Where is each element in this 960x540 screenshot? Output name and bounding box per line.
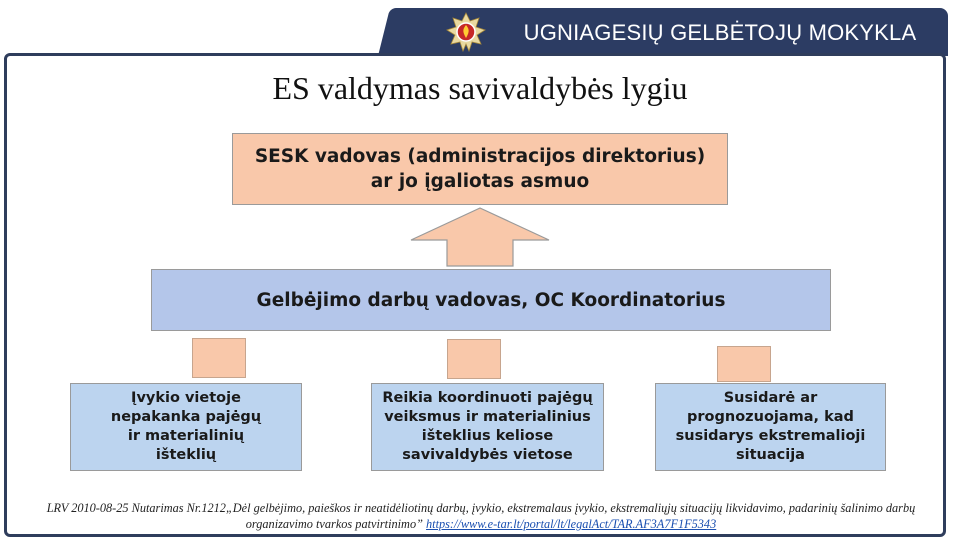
- connector-block-1: [192, 338, 246, 378]
- condition-2-line: Reikia koordinuoti pajėgų: [382, 390, 593, 406]
- condition-box-2: [371, 383, 604, 471]
- rescue-coordinator-box: [151, 269, 831, 331]
- condition-2-line: išteklius keliose: [421, 428, 554, 444]
- condition-3-line: prognozuojama, kad: [687, 409, 854, 425]
- sesk-leader-line-1: SESK vadovas (administracijos direktorius): [254, 146, 706, 167]
- condition-3-line: susidarys ekstremalioji: [675, 428, 866, 444]
- condition-box-3: [655, 383, 886, 471]
- school-name: UGNIAGESIŲ GELBĖTOJŲ MOKYKLA: [523, 20, 917, 45]
- condition-1-line: ir materialinių: [127, 428, 245, 444]
- legal-act-link[interactable]: https://www.e-tar.lt/portal/lt/legalAct/TAR.AF3A7F1F5343: [426, 517, 717, 531]
- rescue-coordinator-label: Gelbėjimo darbų vadovas, OC Koordinatorius: [256, 289, 726, 311]
- condition-1-line: išteklių: [155, 447, 217, 463]
- condition-1-line: nepakanka pajėgų: [110, 409, 262, 425]
- condition-3-line: situacija: [736, 447, 805, 463]
- sesk-leader-line-2: ar jo įgaliotas asmuo: [370, 171, 590, 192]
- condition-1-line: Įvykio vietoje: [131, 390, 241, 406]
- legal-reference-footnote: [28, 500, 934, 536]
- slide-title: ES valdymas savivaldybės lygiu: [272, 70, 688, 106]
- footnote-text: LRV 2010-08-25 Nutarimas Nr.1212„Dėl gelbėjimo, paieškos ir neatidėliotinų darbų, įvykio, ekstremalaus įvykio, ekstremaliųjų situacijų likvidavimo, padarinių šalinimo darbų organizavimo tvarkos patvirtinimo”: [46, 501, 916, 531]
- connector-block-2: [447, 339, 501, 379]
- connector-block-3: [717, 346, 771, 382]
- condition-2-line: savivaldybės vietose: [402, 447, 573, 463]
- fire-rescue-emblem-icon: [446, 12, 486, 52]
- up-arrow-icon: [409, 206, 551, 268]
- sesk-leader-box: [232, 133, 728, 205]
- condition-box-1: [70, 383, 302, 471]
- condition-3-line: Susidarė ar: [723, 390, 818, 406]
- condition-2-line: veiksmus ir materialinius: [384, 409, 591, 425]
